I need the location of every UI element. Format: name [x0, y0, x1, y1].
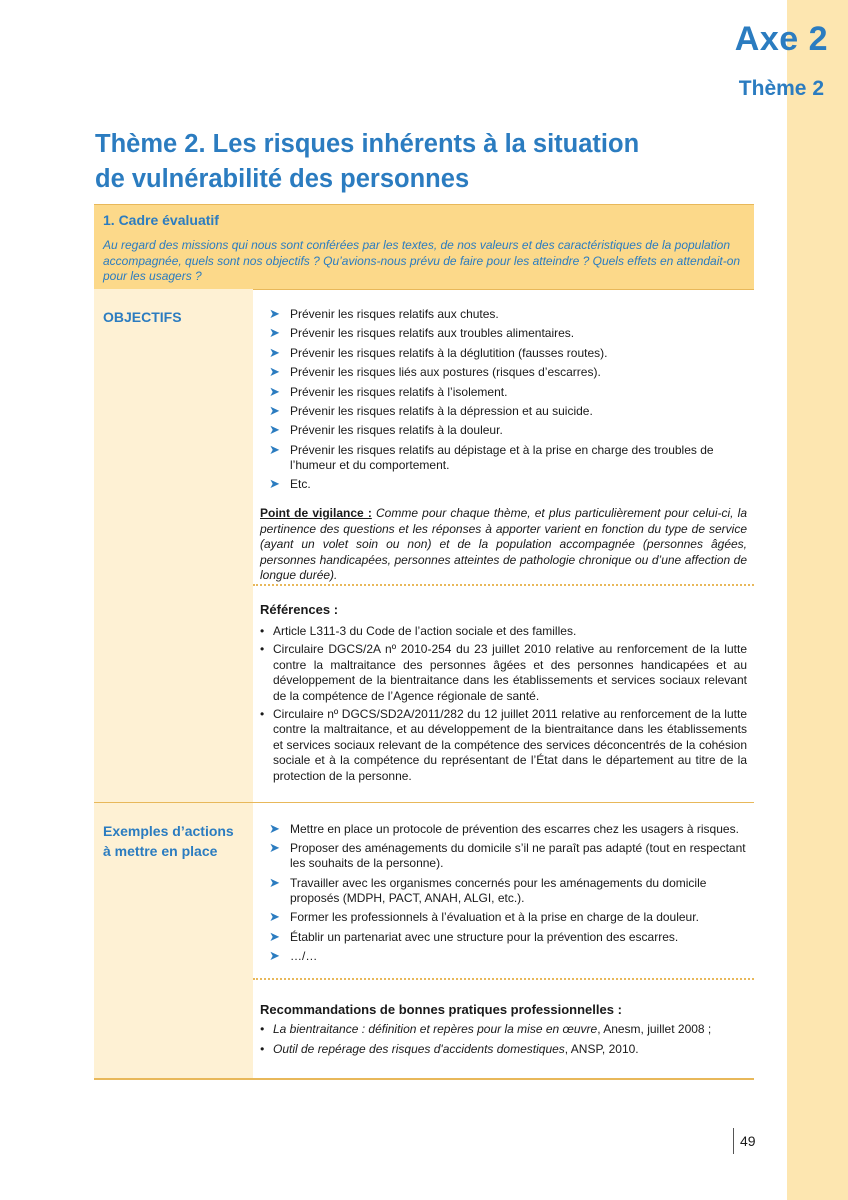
vigilance-label: Point de vigilance : — [260, 506, 372, 520]
arrow-right-icon: ➤ — [269, 402, 280, 418]
list-item: • Circulaire DGCS/2A nº 2010-254 du 23 juillet 2010 relative au renforcement de la lutte contre la maltraitance des personnes âgées et des personnes handicapées et au développement de la bientraitance dans les établissements et services sociaux relevant de la compétence de l’Agence régionale de santé. — [260, 642, 747, 703]
list-item: ➤ Prévenir les risques liés aux postures (risques d’escarres). — [269, 364, 601, 380]
objectifs-list — [269, 307, 747, 497]
arrow-right-icon: ➤ — [269, 909, 280, 925]
theme-label: Thème 2 — [738, 77, 824, 100]
section-divider — [94, 802, 754, 803]
list-item: ➤ Proposer des aménagements du domicile s’il ne paraît pas adapté (tout en respectant les souhaits de la personne). — [269, 840, 746, 871]
arrow-right-icon: ➤ — [269, 306, 280, 321]
dotted-divider — [253, 584, 754, 586]
arrow-right-icon: ➤ — [269, 821, 280, 836]
list-item: • La bientraitance : définition et repères pour la mise en œuvre, Anesm, juillet 2008 ; — [260, 1022, 712, 1036]
arrow-right-icon: ➤ — [269, 344, 280, 360]
exemples-label: Exemples d’actions à mettre en place — [103, 823, 234, 859]
table-bottom-border — [94, 1078, 754, 1080]
vigilance-note — [260, 506, 747, 584]
bullet-icon: • — [260, 707, 265, 722]
arrow-right-icon: ➤ — [269, 422, 280, 438]
list-item: ➤ Prévenir les risques relatifs à la dépression et au suicide. — [269, 402, 593, 418]
list-item: ➤ Établir un partenariat avec une structure pour la prévention des escarres. — [269, 928, 679, 944]
arrow-right-icon: ➤ — [269, 928, 280, 944]
arrow-right-icon: ➤ — [269, 476, 280, 492]
left-column — [94, 289, 253, 1079]
evaluation-table — [94, 204, 754, 1079]
list-item: ➤ Prévenir les risques relatifs à la douleur. — [269, 422, 503, 438]
list-item: ➤ Etc. — [269, 476, 311, 492]
axe-label: Axe 2 — [734, 20, 828, 58]
bullet-icon: • — [260, 1022, 265, 1036]
exemples-list — [269, 822, 747, 968]
arrow-right-icon: ➤ — [269, 364, 280, 380]
cadre-question: Au regard des missions qui nous sont conférées par les textes, de nos valeurs et des caractéristiques de la population accompagnée, quels sont nos objectifs ? Qu’avions-nous prévu de faire pour les atteindre ? Quels effets en attendait-on pour les usagers ? — [103, 238, 741, 283]
references-list — [260, 624, 747, 787]
page-number: 49 — [733, 1128, 756, 1154]
list-item: ➤ Prévenir les risques relatifs aux troubles alimentaires. — [269, 325, 575, 341]
bullet-icon: • — [260, 1041, 265, 1056]
cadre-heading: 1. Cadre évaluatif — [103, 212, 219, 228]
list-item: ➤ Prévenir les risques relatifs à la déglutition (fausses routes). — [269, 344, 608, 360]
arrow-right-icon: ➤ — [269, 441, 280, 457]
arrow-right-icon: ➤ — [269, 874, 280, 890]
arrow-right-icon: ➤ — [269, 947, 280, 963]
vigilance-text: Comme pour chaque thème, et plus particulièrement pour celui-ci, la pertinence des questions et les réponses à apporter varient en fonction du type de service (ayant un volet soin ou non) et de la population accompagnée (personnes âgées, personnes handicapées, personnes atteintes de pathologie chronique ou d’une affection de longue durée). — [260, 506, 747, 582]
page-title — [95, 127, 695, 197]
list-item: ➤ Travailler avec les organismes concernés pour les aménagements du domicile proposés (MDPH, PACT, ANAH, ALGI, etc.). — [269, 874, 707, 905]
bullet-icon: • — [260, 642, 265, 657]
list-item: • Outil de repérage des risques d'accidents domestiques, ANSP, 2010. — [260, 1041, 639, 1056]
bullet-icon: • — [260, 624, 265, 638]
references-title: Références : — [260, 602, 339, 617]
list-item: • Circulaire nº DGCS/SD2A/2011/282 du 12 juillet 2011 relative au renforcement de la lutte contre la maltraitance, et au développement de la bientraitance dans les établissements et services sociaux relevant de la compétence des services déconcentrés de la cohésion sociale et à la compétence du représentant de l’État dans le département au titre de la protection de la personne. — [260, 707, 747, 783]
recommandations-title: Recommandations de bonnes pratiques professionnelles : — [260, 1002, 622, 1017]
list-item: ➤ …/… — [269, 947, 318, 963]
list-item: ➤ Prévenir les risques relatifs aux chutes. — [269, 306, 499, 321]
dotted-divider — [253, 978, 754, 980]
list-item: ➤ Prévenir les risques relatifs au dépistage et à la prise en charge des troubles de l’humeur et du comportement. — [269, 441, 714, 472]
page-title-line-2: de vulnérabilité des personnes — [95, 165, 470, 193]
recommandations-list — [260, 1022, 747, 1061]
page-title-line-1: Thème 2. Les risques inhérents à la situation — [95, 130, 640, 158]
arrow-right-icon: ➤ — [269, 325, 280, 341]
list-item: ➤ Former les professionnels à l’évaluation et à la prise en charge de la douleur. — [269, 909, 699, 925]
list-item: ➤ Prévenir les risques relatifs à l’isolement. — [269, 383, 508, 399]
list-item: • Article L311-3 du Code de l’action sociale et des familles. — [260, 624, 577, 638]
cadre-header — [94, 204, 754, 290]
arrow-right-icon: ➤ — [269, 383, 280, 399]
objectifs-label: OBJECTIFS — [103, 309, 182, 325]
list-item: ➤ Mettre en place un protocole de prévention des escarres chez les usagers à risques. — [269, 821, 739, 836]
side-color-band — [787, 0, 848, 1200]
arrow-right-icon: ➤ — [269, 840, 280, 856]
